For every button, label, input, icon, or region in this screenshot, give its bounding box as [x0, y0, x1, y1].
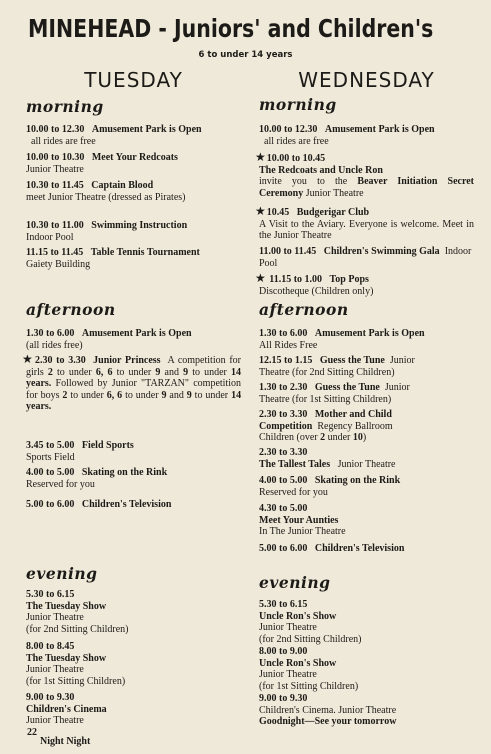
- schedule-entry: 5.30 to 6.15 The Tuesday Show Junior Theatre (for 2nd Sitting Children): [26, 589, 129, 635]
- page-title: MINEHEAD - Juniors' and Children's: [28, 14, 434, 43]
- schedule-entry: 10.30 to 11.45 Captain Blood meet Junior Theatre (dressed as Pirates): [26, 180, 186, 203]
- page-number: 22: [27, 727, 37, 738]
- schedule-entry: 3.45 to 5.00 Field Sports Sports Field: [26, 440, 134, 463]
- section-evening-heading: evening: [259, 573, 331, 592]
- section-afternoon-heading: afternoon: [26, 300, 116, 319]
- schedule-entry-starred: ★10.45 Budgerigar Club A Visit to the Aviary. Everyone is welcome. Meet in the Junior Theatre: [255, 204, 474, 242]
- schedule-entry: 11.00 to 11.45 Children's Swimming Gala Indoor Pool: [259, 246, 472, 269]
- closing-message: Goodnight: [259, 716, 305, 728]
- schedule-entry-starred: ★ 11.15 to 1.00 Top Pops Discotheque (Children only): [255, 271, 374, 297]
- schedule-entry: 9.00 to 9.30 Children's Cinema. Junior Theatre Goodnight—See your tomorrow: [259, 693, 397, 728]
- schedule-entry: 1.30 to 6.00 Amusement Park is Open All Rides Free: [259, 328, 425, 351]
- schedule-entry: 8.00 to 9.00 Uncle Ron's Show Junior Theatre (for 1st Sitting Children): [259, 646, 359, 692]
- schedule-entry: 1.30 to 6.00 Amusement Park is Open (all rides free): [26, 328, 192, 351]
- schedule-entry-starred: ★10.00 to 10.45 The Redcoats and Uncle Ron invite you to the Beaver Initiation Secret Ceremony Junior Theatre: [255, 150, 474, 199]
- wednesday-column: [255, 68, 474, 754]
- schedule-entry: 10.30 to 11.00 Swimming Instruction Indoor Pool: [26, 220, 188, 243]
- star-icon: ★: [22, 352, 34, 366]
- tuesday-column: [22, 68, 242, 754]
- schedule-entry: 9.00 to 9.30 Children's Cinema Junior Theatre: [26, 692, 107, 727]
- day-heading-wednesday: WEDNESDAY: [298, 68, 435, 92]
- schedule-entry-starred: ★2.30 to 3.30 Junior Princess A competition for girls 2 to under 6, 6 to under 9 and 9 to under 14 years. Followed by Junior "TARZAN" competition for boys 2 to under 6, 6 to under 9 and 9 to under 14 years.: [22, 352, 242, 413]
- star-icon: ★: [255, 271, 266, 285]
- schedule-entry: 2.30 to 3.30 The Tallest Tales Junior Theatre: [259, 447, 396, 470]
- schedule-entry: 12.15 to 1.15 Guess the Tune Junior Theatre (for 2nd Sitting Children): [259, 355, 415, 378]
- schedule-entry: 10.00 to 10.30 Meet Your Redcoats Junior Theatre: [26, 152, 178, 175]
- schedule-entry: 4.30 to 5.00 Meet Your Aunties In The Junior Theatre: [259, 503, 346, 538]
- age-range-subtitle: 6 to under 14 years: [198, 50, 293, 60]
- schedule-entry: 4.00 to 5.00 Skating on the Rink Reserved for you: [259, 475, 401, 498]
- schedule-entry: 5.00 to 6.00 Children's Television: [259, 543, 405, 554]
- star-icon: ★: [255, 150, 266, 164]
- schedule-entry: 11.15 to 11.45 Table Tennis Tournament Gaiety Building: [26, 247, 200, 270]
- schedule-entry: 2.30 to 3.30 Mother and Child Competition Regency Ballroom Children (over 2 under 10): [259, 409, 393, 444]
- closing-message: Night Night: [40, 736, 91, 747]
- schedule-entry: 5.00 to 6.00 Children's Television: [26, 499, 172, 510]
- day-heading-tuesday: TUESDAY: [84, 68, 183, 92]
- schedule-entry: 10.00 to 12.30 Amusement Park is Open all rides are free: [259, 124, 435, 147]
- section-morning-heading: morning: [26, 97, 104, 116]
- schedule-entry: 4.00 to 5.00 Skating on the Rink Reserved for you: [26, 467, 168, 490]
- schedule-entry: 5.30 to 6.15 Uncle Ron's Show Junior Theatre (for 2nd Sitting Children): [259, 599, 362, 645]
- section-morning-heading: morning: [259, 95, 337, 114]
- section-afternoon-heading: afternoon: [259, 300, 349, 319]
- schedule-entry: 1.30 to 2.30 Guess the Tune Junior Theatre (for 1st Sitting Children): [259, 382, 410, 405]
- schedule-entry: 10.00 to 12.30 Amusement Park is Open all rides are free: [26, 124, 202, 147]
- section-evening-heading: evening: [26, 564, 98, 583]
- schedule-entry: 8.00 to 8.45 The Tuesday Show Junior Theatre (for 1st Sitting Children): [26, 641, 126, 687]
- star-icon: ★: [255, 204, 266, 218]
